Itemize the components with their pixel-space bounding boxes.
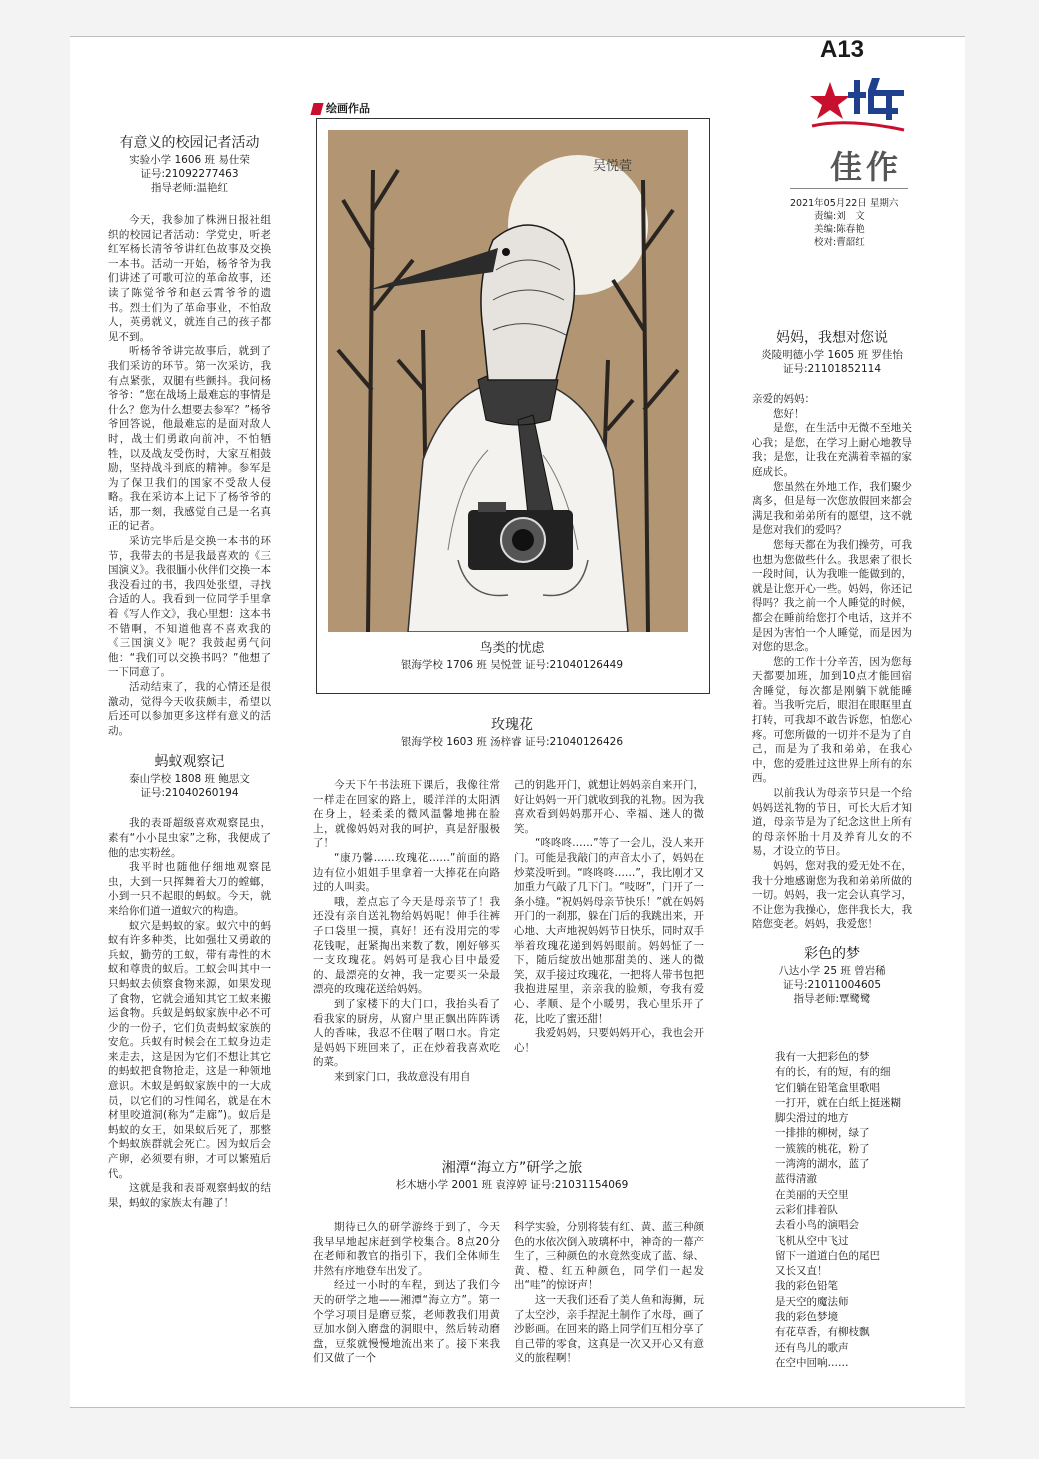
page-number: A13	[820, 36, 865, 63]
rose-column-2	[514, 778, 704, 1055]
trip-column-1	[313, 1220, 500, 1366]
paragraph: 我平时也随他仔细地观察昆虫，大到一只挥舞着大刀的螳螂，小到一只不起眼的蚂蚁。今天，就来给你们道一道蚁穴的构造。	[108, 861, 271, 917]
poem-line: 我的彩色铅笔	[775, 1280, 838, 1293]
trip-column-2	[514, 1220, 704, 1366]
article-id: 证号:21040260194	[140, 787, 239, 800]
paragraph: 我的表哥超级喜欢观察昆虫，素有“小小昆虫家”之称，我便成了他的忠实粉丝。	[108, 817, 271, 859]
editor: 责编:刘 文	[814, 211, 865, 222]
poem-line: 云彩们排着队	[775, 1203, 838, 1216]
bookmark-icon	[310, 103, 323, 115]
svg-text:吴悦萱: 吴悦萱	[593, 159, 633, 174]
article-title: 湘潭“海立方”研学之旅	[441, 1160, 583, 1176]
paragraph: 己的钥匙开门，就想让妈妈亲自来开门，好让妈妈一开门就收到我的礼物。因为我喜欢看到妈妈那开心、幸福、迷人的微笑。	[514, 779, 704, 835]
paragraph: 经过一小时的车程，到达了我们今天的研学之地——湘潭“海立方”。第一个学习项目是磨豆浆，老师教我们用黄豆加水倒入磨盘的洞眼中，然后转动磨盘，豆浆就慢慢地流出来了。接下来我们又做了一个	[313, 1279, 500, 1365]
designer: 美编:陈春艳	[814, 224, 865, 235]
paragraph: 这就是我和表哥观察蚂蚁的结果，蚂蚁的家族太有趣了！	[108, 1182, 271, 1209]
artwork-image	[328, 130, 688, 632]
artwork-caption	[316, 640, 708, 672]
poem	[775, 1050, 901, 1371]
proofreader: 校对:曹韶红	[814, 237, 865, 248]
poem-line: 脚尖滑过的地方	[775, 1112, 849, 1125]
bird-head	[481, 225, 574, 380]
poem-line: 有花草香，有柳枝飘	[775, 1326, 870, 1339]
paragraph: 今天下午书法班下课后，我像往常一样走在回家的路上，暖洋洋的太阳洒在身上，轻柔柔的微风温馨地拂在脸上，就像妈妈对我的呵护，真是舒服极了！	[313, 779, 500, 850]
paragraph: 活动结束了，我的心情还是很激动，觉得今天收获颇丰，希望以后还可以参加更多这样有意义的活动。	[108, 681, 271, 737]
article-id: 证号:21092277463	[140, 168, 239, 180]
paragraph: 今天，我参加了株洲日报社组织的校园记者活动：学党史，听老红军杨长清爷爷讲红色故事及交换一本书。活动一开始，杨爷爷为我们讲述了可歌可泣的革命故事，还读了陈觉爷爷和赵云霄爷爷的遗书。烈士们为了革命事业，不怕敌人，英勇就义，就连自己的孩子都见不到。	[108, 214, 271, 343]
paragraph: 到了家楼下的大门口，我抬头看了看我家的厨房，从窗户里正飘出阵阵诱人的香味，我忍不住咽了咽口水。肯定是妈妈下班回来了，正在炒着我喜欢吃的菜。	[313, 997, 500, 1069]
poem-line: 在空中回响……	[775, 1356, 849, 1369]
paragraph: 妈妈，您对我的爱无处不在，我十分地感谢您为我和弟弟所做的一切。妈妈，我一定会认真学习，不让您为我操心，您伴我长大，我陪您变老。妈妈，我爱您！	[752, 860, 912, 931]
trip-header	[316, 1158, 708, 1192]
paragraph: 采访完毕后是交换一本书的环节，我带去的书是我最喜欢的《三国演义》。我很腼小伙伴们交换一本我没看过的书，我四处张望，寻找合适的人。我看到一位同学手里拿着《写人作文》，我心里想：这本书不错啊，不知道他喜不喜欢我的《三国演义》呢？我鼓起勇气问他：“我们可以交换书吗？”他想了一下同意了。	[108, 535, 271, 679]
article-school: 泰山学校 1808 班 鲍思文	[129, 773, 250, 786]
poem-line: 一簇簇的桃花，粉了	[775, 1142, 870, 1155]
article-title: 妈妈，我想对您说	[776, 330, 888, 346]
article-title: 玫瑰花	[491, 717, 533, 733]
poem-line: 去看小鸟的演唱会	[775, 1219, 859, 1232]
poem-line: 是天空的魔法师	[775, 1295, 849, 1308]
paragraph: 您的工作十分辛苦，因为您每天都要加班，加到10点才能回宿舍睡觉，每次都是刚躺下就能睡着。当我听完后，眼泪在眼眶里直打转，可我却不敢告诉您，怕您心疼。可您所做的一切并不是为了自己，而是为了我和弟弟，在我心中，您的爱胜过这世界上所有的东西。	[752, 655, 912, 785]
rose-header	[316, 715, 708, 749]
right-column	[752, 328, 912, 1006]
artwork-title: 鸟类的忧虑	[479, 641, 545, 656]
paragraph: 听杨爷爷讲完故事后，就到了我们采访的环节。第一次采访，我有点紧张，双腿有些颤抖。我问杨爷爷：“您在战场上最难忘的事情是什么？您为什么想要去参军？”杨爷爷回答说，他最难忘的是面对敌人时，战士们勇敢向前冲，不怕牺牲，以及战友受伤时，大家互相鼓励，坚持战斗到底的精神。参军是为了保卫我们的国家不受敌人侵略。我在采访本上记下了杨爷爷的话，那一刻，我感觉自己是一名真正的记者。	[108, 345, 271, 533]
poem-line: 蓝得清澈	[775, 1173, 817, 1186]
paragraph: 我爱妈妈，只要妈妈开心，我也会开心！	[514, 1027, 704, 1054]
poem-line: 一打开，就在白纸上挺迷糊	[775, 1096, 901, 1109]
paragraph: 是您，在生活中无微不至地关心我；是您，在学习上耐心地教导我；是您，让我在充满着幸福的家庭成长。	[752, 422, 912, 478]
article-title: 彩色的梦	[804, 945, 860, 962]
poem-line: 在美丽的天空里	[775, 1188, 849, 1201]
article-title: 蚂蚁观察记	[154, 754, 225, 771]
masthead-rule	[790, 188, 908, 189]
paragraph: 蚁穴是蚂蚁的家。蚁穴中的蚂蚁有许多种类，比如强壮又勇敢的兵蚁，勤劳的工蚁，带有毒性的木蚁和尊贵的蚁后。工蚁会叫其中一只蚂蚁去侦察食物来源，如果发现了食物，它就会通知其它工蚁来搬运食物。兵蚁是蚂蚁家族中必不可少的一份子，它们负责蚂蚁家族的安危。兵蚁有时候会在工蚁身边走来走去，这是因为它们不想让其它的蚂蚁把食物抢走，这是一种领地意识。木蚁是蚂蚁家族中的一大成员，以它们的习性闻名，就是在木材里咬道洞(称为“走廊”)。蚁后是蚂蚁的女王，如果蚁后死了，那整个蚂蚁族群就会死亡。因为蚁后会产卵，必须要有卵，才可以繁殖后代。	[108, 919, 271, 1180]
article-title: 有意义的校园记者活动	[119, 135, 260, 151]
star-icon	[810, 82, 850, 119]
poem-line: 飞机从空中飞过	[775, 1234, 849, 1247]
paragraph: 科学实验，分别将装有红、黄、蓝三种颜色的水依次倒入玻璃杯中，神奇的一幕产生了，三种颜色的水竟然变成了蓝、绿、黄、橙、红五种颜色，同学们一起发出“哇”的惊讶声！	[514, 1221, 704, 1292]
rose-column-1	[313, 778, 500, 1084]
paragraph: 您虽然在外地工作，我们聚少离多，但是每一次您放假回来都会满足我和弟弟所有的愿望，这不就是您对我们的爱吗？	[752, 480, 912, 537]
poem-line: 我有一大把彩色的梦	[775, 1051, 870, 1063]
artwork-meta: 银海学校 1706 班 吴悦萱 证号:21040126449	[400, 659, 624, 671]
issue-date: 2021年05月22日 星期六	[790, 198, 899, 209]
paragraph: “康乃馨……玫瑰花……”前面的路边有位小姐姐手里拿着一大捧花在向路过的人叫卖。	[313, 851, 500, 894]
article-id: 证号:21011004605	[782, 978, 882, 991]
left-column	[108, 133, 271, 1210]
paragraph: 哦，差点忘了今天是母亲节了！我还没有亲自送礼物给妈妈呢！伸手往裤子口袋里一摸，真好！还有没用完的零花钱呢，赶紧掏出来数了数，刚好够买一支玫瑰花。妈妈可是我心目中最爱的、最漂亮的女神，我一定要买一朵最漂亮的玫瑰花送给妈妈。	[313, 895, 500, 996]
poem-line: 又长又直！	[775, 1265, 828, 1278]
poem-line: 一湾湾的湖水，蓝了	[775, 1158, 870, 1171]
article-meta: 银海学校 1603 班 汤梓睿 证号:21040126426	[400, 736, 624, 748]
poem-line: 留下一道道白色的尾巴	[775, 1249, 880, 1262]
poem-line: 我的彩色梦境	[775, 1311, 838, 1324]
poem-line: 还有鸟儿的歌声	[775, 1341, 849, 1354]
paragraph: 以前我认为母亲节只是一个给妈妈送礼物的节日，可长大后才知道，母亲节是为了纪念这世上所有的母亲怀胎十月及养育儿女的不易，才设立的节日。	[752, 787, 912, 858]
paragraph: 您每天都在为我们操劳，可我也想为您做些什么。我思索了很长一段时间，认为我唯一能做到的，就是让您开心一些。妈妈，你还记得吗？我之前一个人睡觉的时候，都会在睡前给您打个电话，这并不是因为害怕一个人睡觉，而是因为对您的思念。	[752, 538, 912, 654]
section-tag: 绘画作品	[312, 100, 370, 116]
poem-line: 有的长，有的短，有的细	[775, 1066, 891, 1079]
paragraph: 期待已久的研学游终于到了，今天我早早地起床赶到学校集合。8点20分在老师和教官的指引下，我们全体师生井然有序地登车出发了。	[313, 1221, 500, 1277]
salutation: 亲爱的妈妈：	[752, 393, 815, 405]
paragraph: 来到家门口，我故意没有用自	[334, 1070, 471, 1083]
article-school: 实验小学 1606 班 易仕荣	[129, 154, 250, 166]
paragraph: 这一天我们还看了美人鱼和海狮，玩了太空沙，亲手捏泥土制作了水母，画了沙影画。在回来的路上同学们互相分享了自己带的零食，这真是一次又开心又有意义的旅程啊！	[514, 1293, 704, 1365]
section-title: 佳作	[830, 148, 903, 186]
article-school: 八达小学 25 班 曾岩稀	[778, 964, 886, 977]
poem-line: 一排排的柳树，绿了	[775, 1127, 870, 1140]
article-school: 炎陵明德小学 1605 班 罗佳怡	[761, 349, 903, 361]
article-teacher: 指导老师:覃鹭鹭	[793, 992, 871, 1005]
paragraph: “咚咚咚……”等了一会儿，没人来开门。可能是我敲门的声音太小了，妈妈在炒菜没听到。“咚咚咚……”，我比刚才又加重力气敲了几下门。“吱呀”，门开了一条小缝。“祝妈妈母亲节快乐！”就在妈妈开门的一刹那，躲在门后的我跳出来，开心地、大声地祝妈妈节日快乐，同时双手举着玫瑰花递到妈妈眼前。妈妈怔了一下，随后绽放出她那甜美的、迷人的微笑，双手接过玫瑰花，一把将人带书包把我抱进屋里，亲亲我的脸颊，夸我有爱心、孝顺、是个小暖男，我心里乐开了花，比吃了蜜还甜！	[514, 837, 704, 1025]
article-teacher: 指导老师:温艳红	[150, 182, 229, 194]
greeting: 您好！	[773, 407, 805, 420]
article-id: 证号:21101852114	[782, 363, 882, 375]
bottom-rule	[70, 1407, 965, 1408]
article-meta: 杉木塘小学 2001 班 袁淳婷 证号:21031154069	[395, 1179, 629, 1191]
masthead	[790, 197, 908, 249]
poem-line: 它们躺在铅笔盒里歌唱	[775, 1081, 880, 1094]
